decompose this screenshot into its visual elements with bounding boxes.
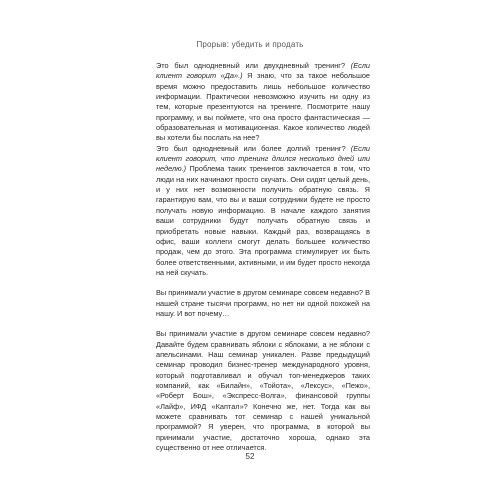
paragraph <box>156 61 370 144</box>
paragraph-text: Я знаю, что за такое небольшое время можно предоставить лишь небольшое количество информации. Практически невозможно изучить ни одну из тем, которые презентуются на тренинге. Посмотрите нашу программу, и вы поймете, что она просто фантастическая — образовательная и мотивационная. Какое количество людей вы хотели бы послать на нее? <box>156 71 370 143</box>
paragraph-text: Это был однодневный или более долгий тренинг? <box>156 143 351 153</box>
paragraph-text: Проблема таких тренингов заключается в том, что люди на них начинают просто скучать. Они сидят целый день, и у них нет возможности получить обратную связь. Я гарантирую вам, что вы и ваши сотрудники будете не просто получать новую информацию. В начале каждого занятия ваши сотрудники будут получать обратную связь и приобретать новые навыки. Каждый раз, возвращаясь в офис, ваши коллеги смогут делать большее количество продаж, чем до этого. Эта программа стимулирует их быть более ответственными, активными, и им будет просто некогда на ней скучать. <box>156 164 370 277</box>
paragraph-text: Вы принимали участие в другом семинаре совсем недавно? Давайте будем сравнивать яблоки с яблоками, а не яблоки с апельсинами. Наш семинар уникален. Разве предыдущий семинар проводил бизнес-тренер международного уровня, который подготавливал и обучал топ-менеджеров таких компаний, как «Билайн», «Тойота», «Лексус», «Пежо», «Роберт Бош», «Экспресс-Волга», финансовой группы «Лайф», ИФД «Каптал»? Конечно же, нет. Тогда как вы можете сравнивать тот семинар с нашей уникальной программой? Я уверен, что программа, в которой вы принимали участие, достаточно хороша, однако эта существенно от нее отличается. <box>156 329 370 453</box>
paragraph-text: Это был однодневный или двухдневный тренинг? <box>156 61 351 70</box>
paragraph <box>156 288 370 319</box>
paragraph-text: Вы принимали участие в другом семинаре совсем недавно? В нашей стране тысячи программ, но нет ни одной похожей на нашу. И вот почему… <box>156 288 370 318</box>
page-number: 52 <box>245 452 255 461</box>
running-header: Прорыв: убедить и продать <box>196 40 304 49</box>
italic-remark: (Если клиент говорит «Да».) <box>156 61 370 81</box>
body-text <box>156 61 370 453</box>
paragraph <box>156 329 370 453</box>
italic-remark: (Если клиент говорит, что тренинг длился несколько дней или неделю.) <box>156 143 370 174</box>
paragraph <box>156 144 370 278</box>
